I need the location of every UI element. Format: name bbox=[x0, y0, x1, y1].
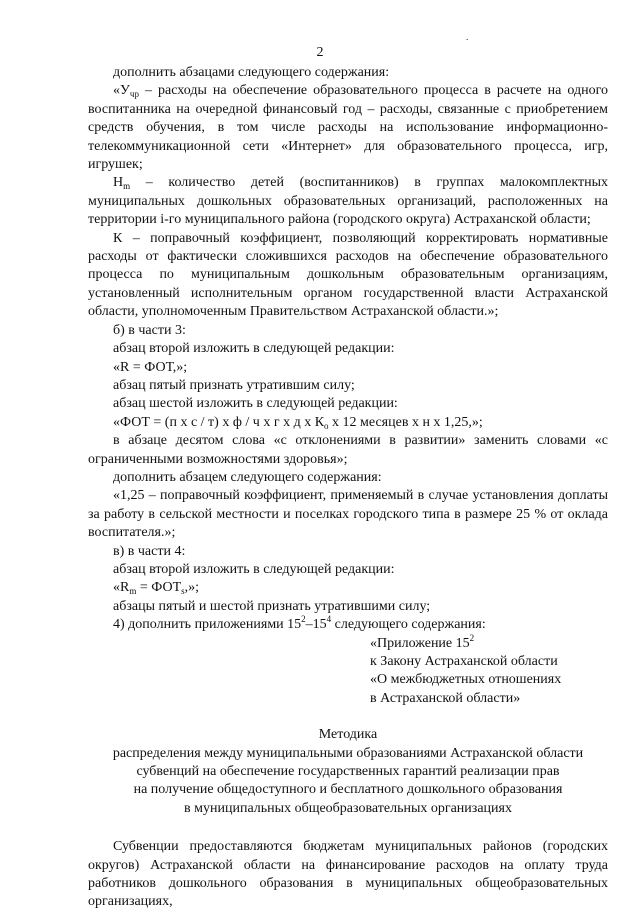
paragraph-intro: дополнить абзацами следующего содержания: bbox=[113, 65, 390, 80]
methodology-line: распределения между муниципальными образованиями Астраханской области bbox=[112, 745, 584, 761]
text-rest: – количество детей (воспитанников) в группах малокомплектных муниципальных дошкольных образовательных организаций, расположенных на территории i-го муниципального района (городского округа) Астраханской области; bbox=[88, 175, 608, 228]
formula-r: «R = ФОТ,»; bbox=[113, 359, 188, 375]
text-open: Н bbox=[113, 175, 124, 191]
line-abzac-5-6: абзацы пятый и шестой признать утратившими силу; bbox=[113, 598, 431, 614]
line-abzac-2-part4: абзац второй изложить в следующей редакции: bbox=[113, 561, 395, 577]
paragraph-definition-n bbox=[88, 174, 608, 229]
subscript: о bbox=[324, 420, 329, 431]
text-b: –15 bbox=[305, 617, 327, 633]
appendix-line-4: в Астраханской области» bbox=[370, 690, 521, 706]
superscript: 2 bbox=[469, 632, 475, 643]
line-abzac-5: абзац пятый признать утратившим силу; bbox=[113, 377, 355, 393]
text-c: следующего содержания: bbox=[331, 617, 486, 633]
subscript: m bbox=[123, 181, 131, 192]
formula-post: х 12 месяцев х н х 1,25,»; bbox=[328, 414, 483, 430]
line-abzac-6: абзац шестой изложить в следующей редакции: bbox=[113, 396, 398, 412]
subscript: m bbox=[129, 586, 137, 597]
methodology-line: в муниципальных общеобразовательных организациях bbox=[184, 800, 512, 816]
superscript-2: 4 bbox=[326, 614, 332, 625]
methodology-title: Методика bbox=[318, 727, 378, 743]
text-a: 4) дополнить приложениями 15 bbox=[113, 617, 302, 633]
formula-rm bbox=[88, 579, 608, 597]
formula-fot bbox=[88, 414, 608, 432]
paragraph-definition-u bbox=[88, 82, 608, 174]
appendix-header bbox=[88, 632, 608, 709]
line-abzac-2: абзац второй изложить в следующей редакции: bbox=[113, 341, 395, 357]
appendix-line-1 bbox=[370, 632, 608, 653]
item-part-3: б) в части 3: bbox=[113, 322, 186, 338]
appendix-line-3: «О межбюджетных отношениях bbox=[370, 672, 562, 688]
formula-open: «R bbox=[113, 580, 130, 596]
document-body bbox=[88, 64, 608, 912]
scan-mark: . bbox=[466, 32, 469, 42]
paragraph-definition-k: К – поправочный коэффициент, позволяющий корректировать нормативные расходы от фактически сложившихся расходов на обеспечение образовательного процесса по муниципальным дошкольным образовательным организациям, установленный исполнительным органом государственной власти Астраханской области, уполномоченным Правительством Астраханской области.»; bbox=[88, 230, 608, 320]
appendix-title: «Приложение 15 bbox=[370, 635, 470, 651]
text-rest: – расходы на обеспечение образовательного процесса в расчете на одного воспитанника на очередной финансовый год – расходы, связанные с приобретением средств обучения, в том числе расходы на использование информационно-телекоммуникационной сети «Интернет» для образовательного процесса, игр, игрушек; bbox=[88, 83, 608, 173]
paragraph-subventions: Субвенции предоставляются бюджетам муниципальных районов (городских округов) Астраханской области на финансирование расходов на оплату труда работников дошкольного образования в муниципальных общеобразовательных организациях, bbox=[88, 839, 608, 910]
line-add-abzac: дополнить абзацем следующего содержания: bbox=[113, 469, 382, 485]
methodology-line: субвенций на обеспечение государственных гарантий реализации прав bbox=[136, 764, 560, 780]
formula-close: ,»; bbox=[184, 580, 200, 596]
methodology-line: на получение общедоступного и бесплатного дошкольного образования bbox=[133, 782, 563, 798]
superscript-1: 2 bbox=[301, 614, 306, 625]
formula-rest: = ФОТ bbox=[136, 580, 182, 596]
subscript-2: s bbox=[181, 586, 185, 597]
page-number: 2 bbox=[316, 45, 324, 60]
subscript: чр bbox=[129, 89, 139, 100]
paragraph-coefficient: «1,25 – поправочный коэффициент, применяемый в случае установления доплаты за работу в сельской местности и поселках городского типа в размере 25 % от оклада воспитателя.»; bbox=[88, 488, 608, 541]
paragraph-abzac-10: в абзаце десятом слова «с отклонениями в развитии» заменить словами «с ограниченными возможностями здоровья»; bbox=[88, 433, 608, 467]
item-add-appendices bbox=[88, 616, 608, 634]
item-part-4: в) в части 4: bbox=[113, 543, 186, 559]
formula-pre: «ФОТ = (п х с / т) х ф / ч х г х д х К bbox=[113, 414, 325, 430]
methodology-heading bbox=[88, 726, 608, 818]
text-open: «У bbox=[113, 83, 130, 99]
appendix-line-2: к Закону Астраханской области bbox=[370, 654, 558, 669]
